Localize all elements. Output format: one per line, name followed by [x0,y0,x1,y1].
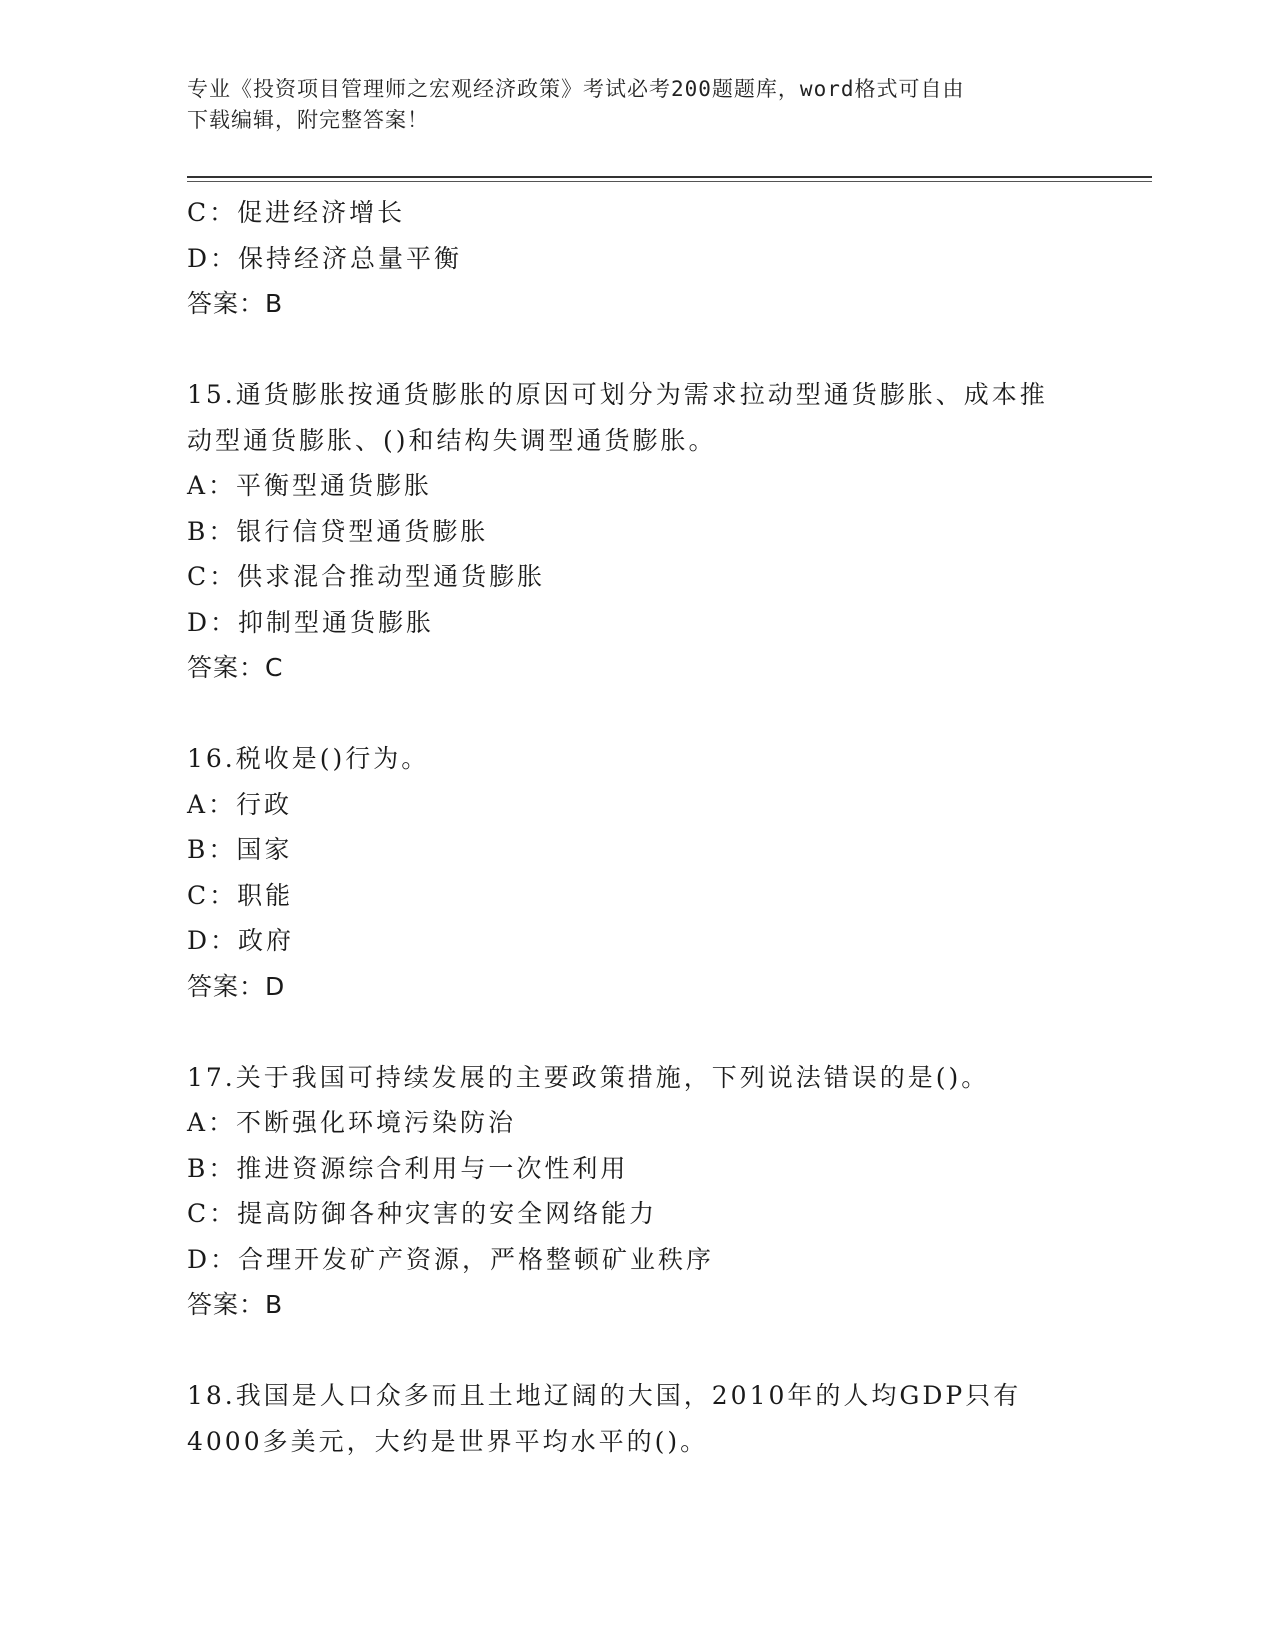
answer-line: 答案：C [187,653,284,682]
header-line-2: 下载编辑，附完整答案！ [187,108,429,132]
blank-line [187,691,1087,737]
option-d: D：保持经济总量平衡 [187,243,463,273]
blank-line [187,1009,1087,1055]
answer-line: 答案：D [187,971,286,1001]
header-divider-thin [187,181,1152,182]
option-a: A：不断强化环境污染防治 [187,1108,517,1137]
option-b: B：银行信贷型通货膨胀 [187,516,489,546]
option-b: B：国家 [187,835,293,864]
option-d: D：政府 [187,926,295,955]
document-header [187,74,1067,136]
question-16 [187,736,1087,1009]
question-15 [187,372,1087,691]
question-17 [187,1055,1087,1328]
option-a: A：平衡型通货膨胀 [187,471,433,500]
option-b: B：推进资源综合利用与一次性利用 [187,1153,629,1183]
header-divider-thick [187,176,1152,178]
option-d: D：合理开发矿产资源，严格整顿矿业秩序 [187,1244,715,1274]
option-c: C：提高防御各种灾害的安全网络能力 [187,1199,658,1228]
blank-line [187,327,1087,373]
option-c: C：促进经济增长 [187,198,406,227]
header-line-1: 专业《投资项目管理师之宏观经济政策》考试必考200题题库，word格式可自由 [187,77,965,101]
question-text-line: 17.关于我国可持续发展的主要政策措施，下列说法错误的是()。 [187,1062,990,1092]
question-text-line: 16.税收是()行为。 [187,744,430,773]
carryover-block [187,190,1087,327]
question-text-line: 18.我国是人口众多而且土地辽阔的大国，2010年的人均GDP只有 [187,1381,1022,1410]
option-d: D：抑制型通货膨胀 [187,607,435,637]
option-c: C：职能 [187,880,294,910]
blank-line [187,1328,1087,1374]
question-text-line: 4000多美元，大约是世界平均水平的()。 [187,1426,709,1456]
question-text-line: 动型通货膨胀、()和结构失调型通货膨胀。 [187,425,717,455]
question-text-line: 15.通货膨胀按通货膨胀的原因可划分为需求拉动型通货膨胀、成本推 [187,380,1048,409]
answer-line: 答案：B [187,1290,284,1319]
option-c: C：供求混合推动型通货膨胀 [187,562,546,591]
answer-line: 答案：B [187,289,284,318]
question-list [187,190,1087,1464]
option-a: A：行政 [187,789,293,819]
question-18 [187,1373,1087,1464]
